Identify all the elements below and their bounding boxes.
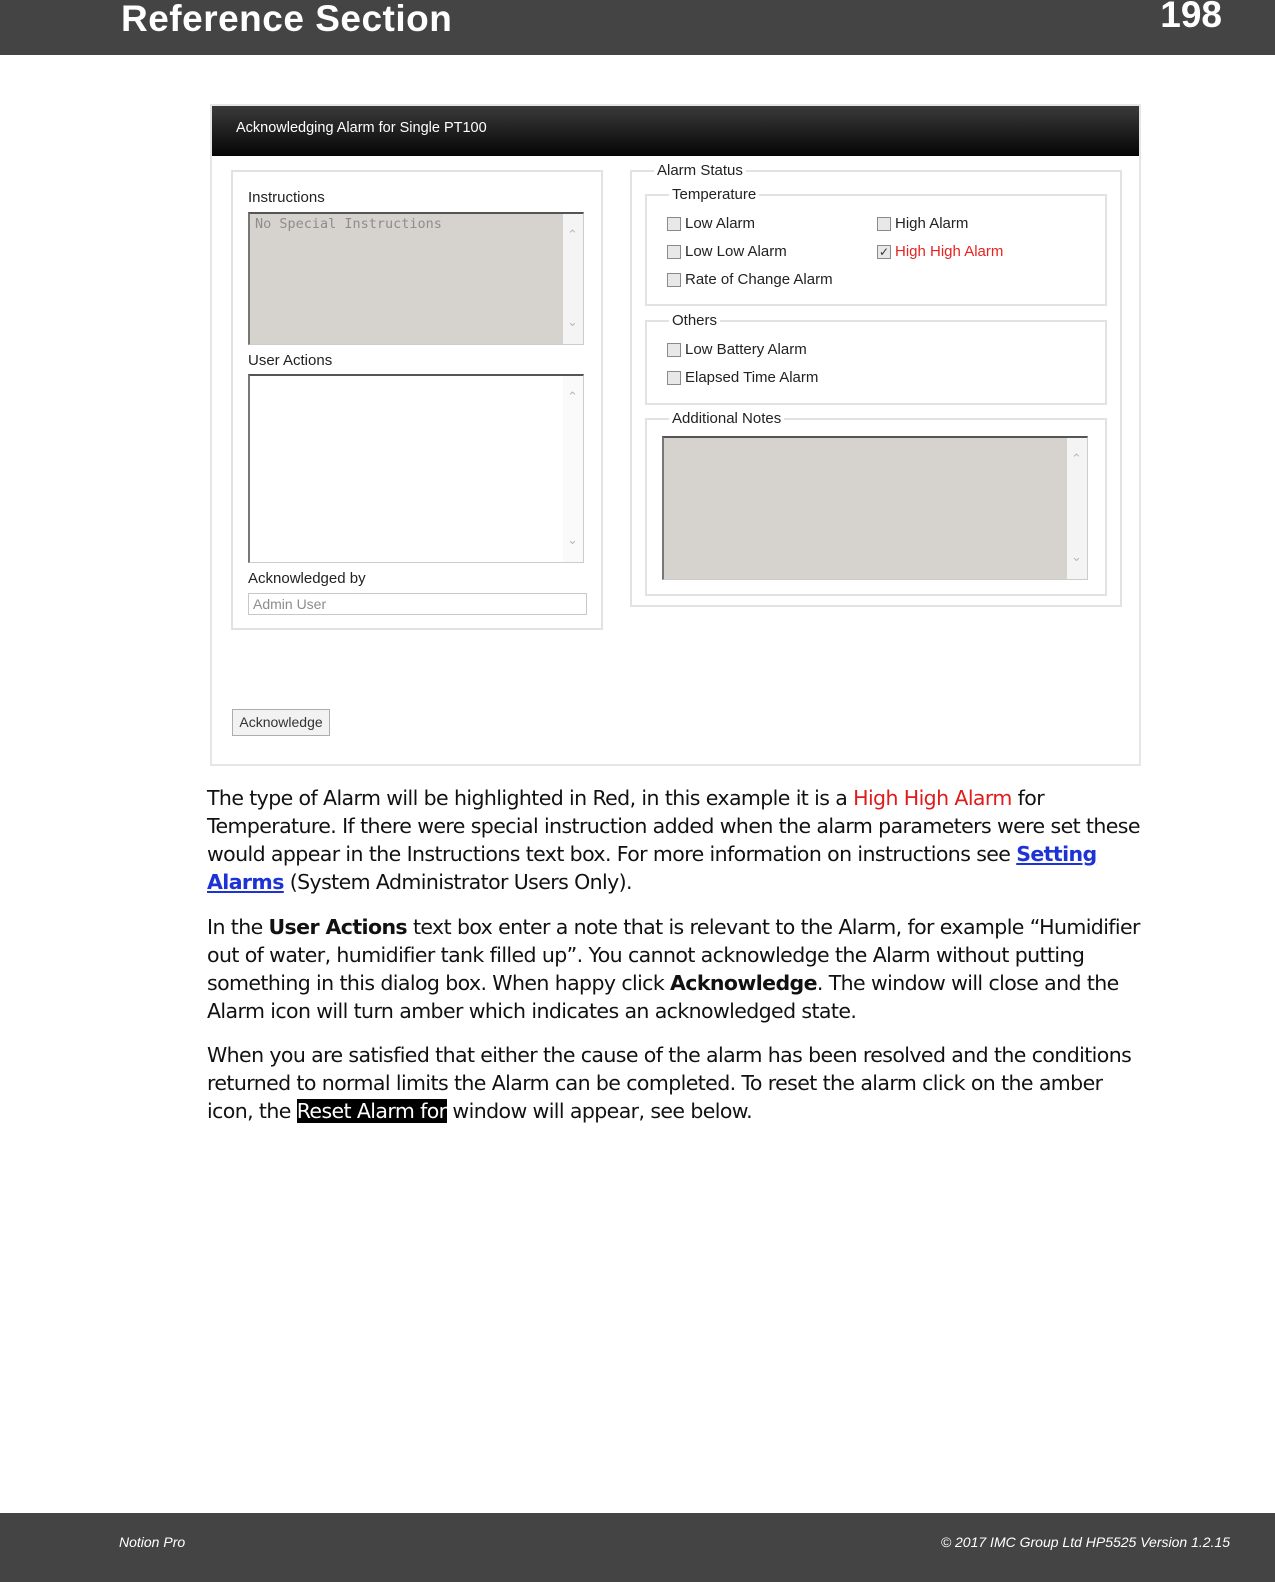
acknowledge-alarm-dialog xyxy=(210,104,1141,766)
scroll-down-icon[interactable]: ⌄ xyxy=(567,315,578,330)
instructions-text: No Special Instructions xyxy=(255,216,442,232)
acknowledged-by-field xyxy=(248,593,587,615)
scroll-up-icon[interactable]: ⌃ xyxy=(567,228,578,243)
scroll-down-icon[interactable]: ⌄ xyxy=(1071,550,1082,565)
user-actions-label: User Actions xyxy=(248,352,333,369)
text-run: window will appear, see below. xyxy=(446,1099,753,1123)
checkmark-icon[interactable]: ✓ xyxy=(878,244,890,259)
user-actions-bold: User Actions xyxy=(268,915,408,939)
dialog-title: Acknowledging Alarm for Single PT100 xyxy=(236,120,487,136)
instructions-scrollbar[interactable] xyxy=(563,214,583,344)
acknowledged-by-value: Admin User xyxy=(253,596,327,612)
high-high-alarm-label: High High Alarm xyxy=(895,243,1004,260)
text-run: for Temperature. If there were special instruction added when the alarm parameters were set these would appear in the Instructions text box. For more information on instructions see xyxy=(207,786,1140,866)
paragraph-reset-alarm xyxy=(207,1041,1147,1125)
setting-alarms-link[interactable]: Setting Alarms xyxy=(207,842,1097,894)
paragraph-user-actions xyxy=(207,913,1147,1025)
text-run: The type of Alarm will be highlighted in Red, in this example it is a xyxy=(207,786,854,810)
elapsed-time-alarm-checkbox[interactable] xyxy=(667,369,818,386)
high-high-alarm-checkbox[interactable] xyxy=(877,243,1003,260)
additional-notes-label: Additional Notes xyxy=(669,410,784,427)
checkbox-icon[interactable] xyxy=(877,217,891,231)
low-battery-alarm-label: Low Battery Alarm xyxy=(685,341,807,358)
temperature-label: Temperature xyxy=(669,186,759,203)
others-group xyxy=(645,320,1107,405)
low-battery-alarm-checkbox[interactable] xyxy=(667,341,807,358)
text-run: . The window will close and the Alarm icon will turn amber which indicates an acknowledged state. xyxy=(207,971,1119,1023)
low-alarm-checkbox[interactable] xyxy=(667,215,755,232)
low-low-alarm-checkbox[interactable] xyxy=(667,243,787,260)
page-header xyxy=(0,0,1275,55)
checkbox-icon[interactable] xyxy=(667,245,681,259)
acknowledged-by-label: Acknowledged by xyxy=(248,570,366,587)
user-actions-scrollbar[interactable] xyxy=(563,376,583,562)
low-alarm-label: Low Alarm xyxy=(685,215,756,232)
additional-notes-textbox xyxy=(662,436,1088,580)
page-number: 198 xyxy=(1160,0,1222,35)
user-actions-textbox[interactable] xyxy=(248,374,584,563)
page-footer xyxy=(0,1513,1275,1582)
instructions-textbox xyxy=(248,212,584,345)
low-low-alarm-label: Low Low Alarm xyxy=(685,243,787,260)
high-alarm-label: High Alarm xyxy=(895,215,969,232)
rate-of-change-alarm-label: Rate of Change Alarm xyxy=(685,271,833,288)
footer-product: Notion Pro xyxy=(119,1534,186,1550)
elapsed-time-alarm-label: Elapsed Time Alarm xyxy=(685,369,819,386)
scroll-down-icon[interactable]: ⌄ xyxy=(567,533,578,548)
high-high-alarm-text: High High Alarm xyxy=(853,786,1012,810)
scroll-up-icon[interactable]: ⌃ xyxy=(567,390,578,405)
others-label: Others xyxy=(669,312,720,329)
checkbox-icon[interactable] xyxy=(667,273,681,287)
checkbox-icon[interactable] xyxy=(667,371,681,385)
footer-copyright: © 2017 IMC Group Ltd HP5525 Version 1.2.15 xyxy=(940,1534,1230,1550)
high-alarm-checkbox[interactable] xyxy=(877,215,968,232)
acknowledge-bold: Acknowledge xyxy=(670,971,817,995)
acknowledge-button[interactable]: Acknowledge xyxy=(232,709,330,736)
checkbox-icon[interactable] xyxy=(667,343,681,357)
instructions-label: Instructions xyxy=(248,189,325,206)
dialog-titlebar xyxy=(212,106,1139,156)
paragraph-alarm-highlight xyxy=(207,784,1147,896)
text-run: text box enter a note that is relevant to the Alarm, for example “Humidifier out of water, humidifier tank filled up”. You cannot acknowledge the Alarm without putting something in this dialog box. When happy click xyxy=(207,915,1140,995)
alarm-status-label: Alarm Status xyxy=(654,162,746,179)
reset-alarm-selected-text: Reset Alarm for xyxy=(296,1099,447,1123)
additional-notes-scrollbar[interactable] xyxy=(1067,438,1087,579)
section-title: Reference Section xyxy=(121,0,453,39)
text-run: In the xyxy=(207,915,269,939)
scroll-up-icon[interactable]: ⌃ xyxy=(1071,452,1082,467)
rate-of-change-alarm-checkbox[interactable] xyxy=(667,271,833,288)
checkbox-icon[interactable] xyxy=(667,217,681,231)
text-run: (System Administrator Users Only). xyxy=(283,870,632,894)
text-run: When you are satisfied that either the cause of the alarm has been resolved and the conditions returned to normal limits the Alarm can be completed. To reset the alarm click on the amber icon, the xyxy=(207,1043,1132,1123)
